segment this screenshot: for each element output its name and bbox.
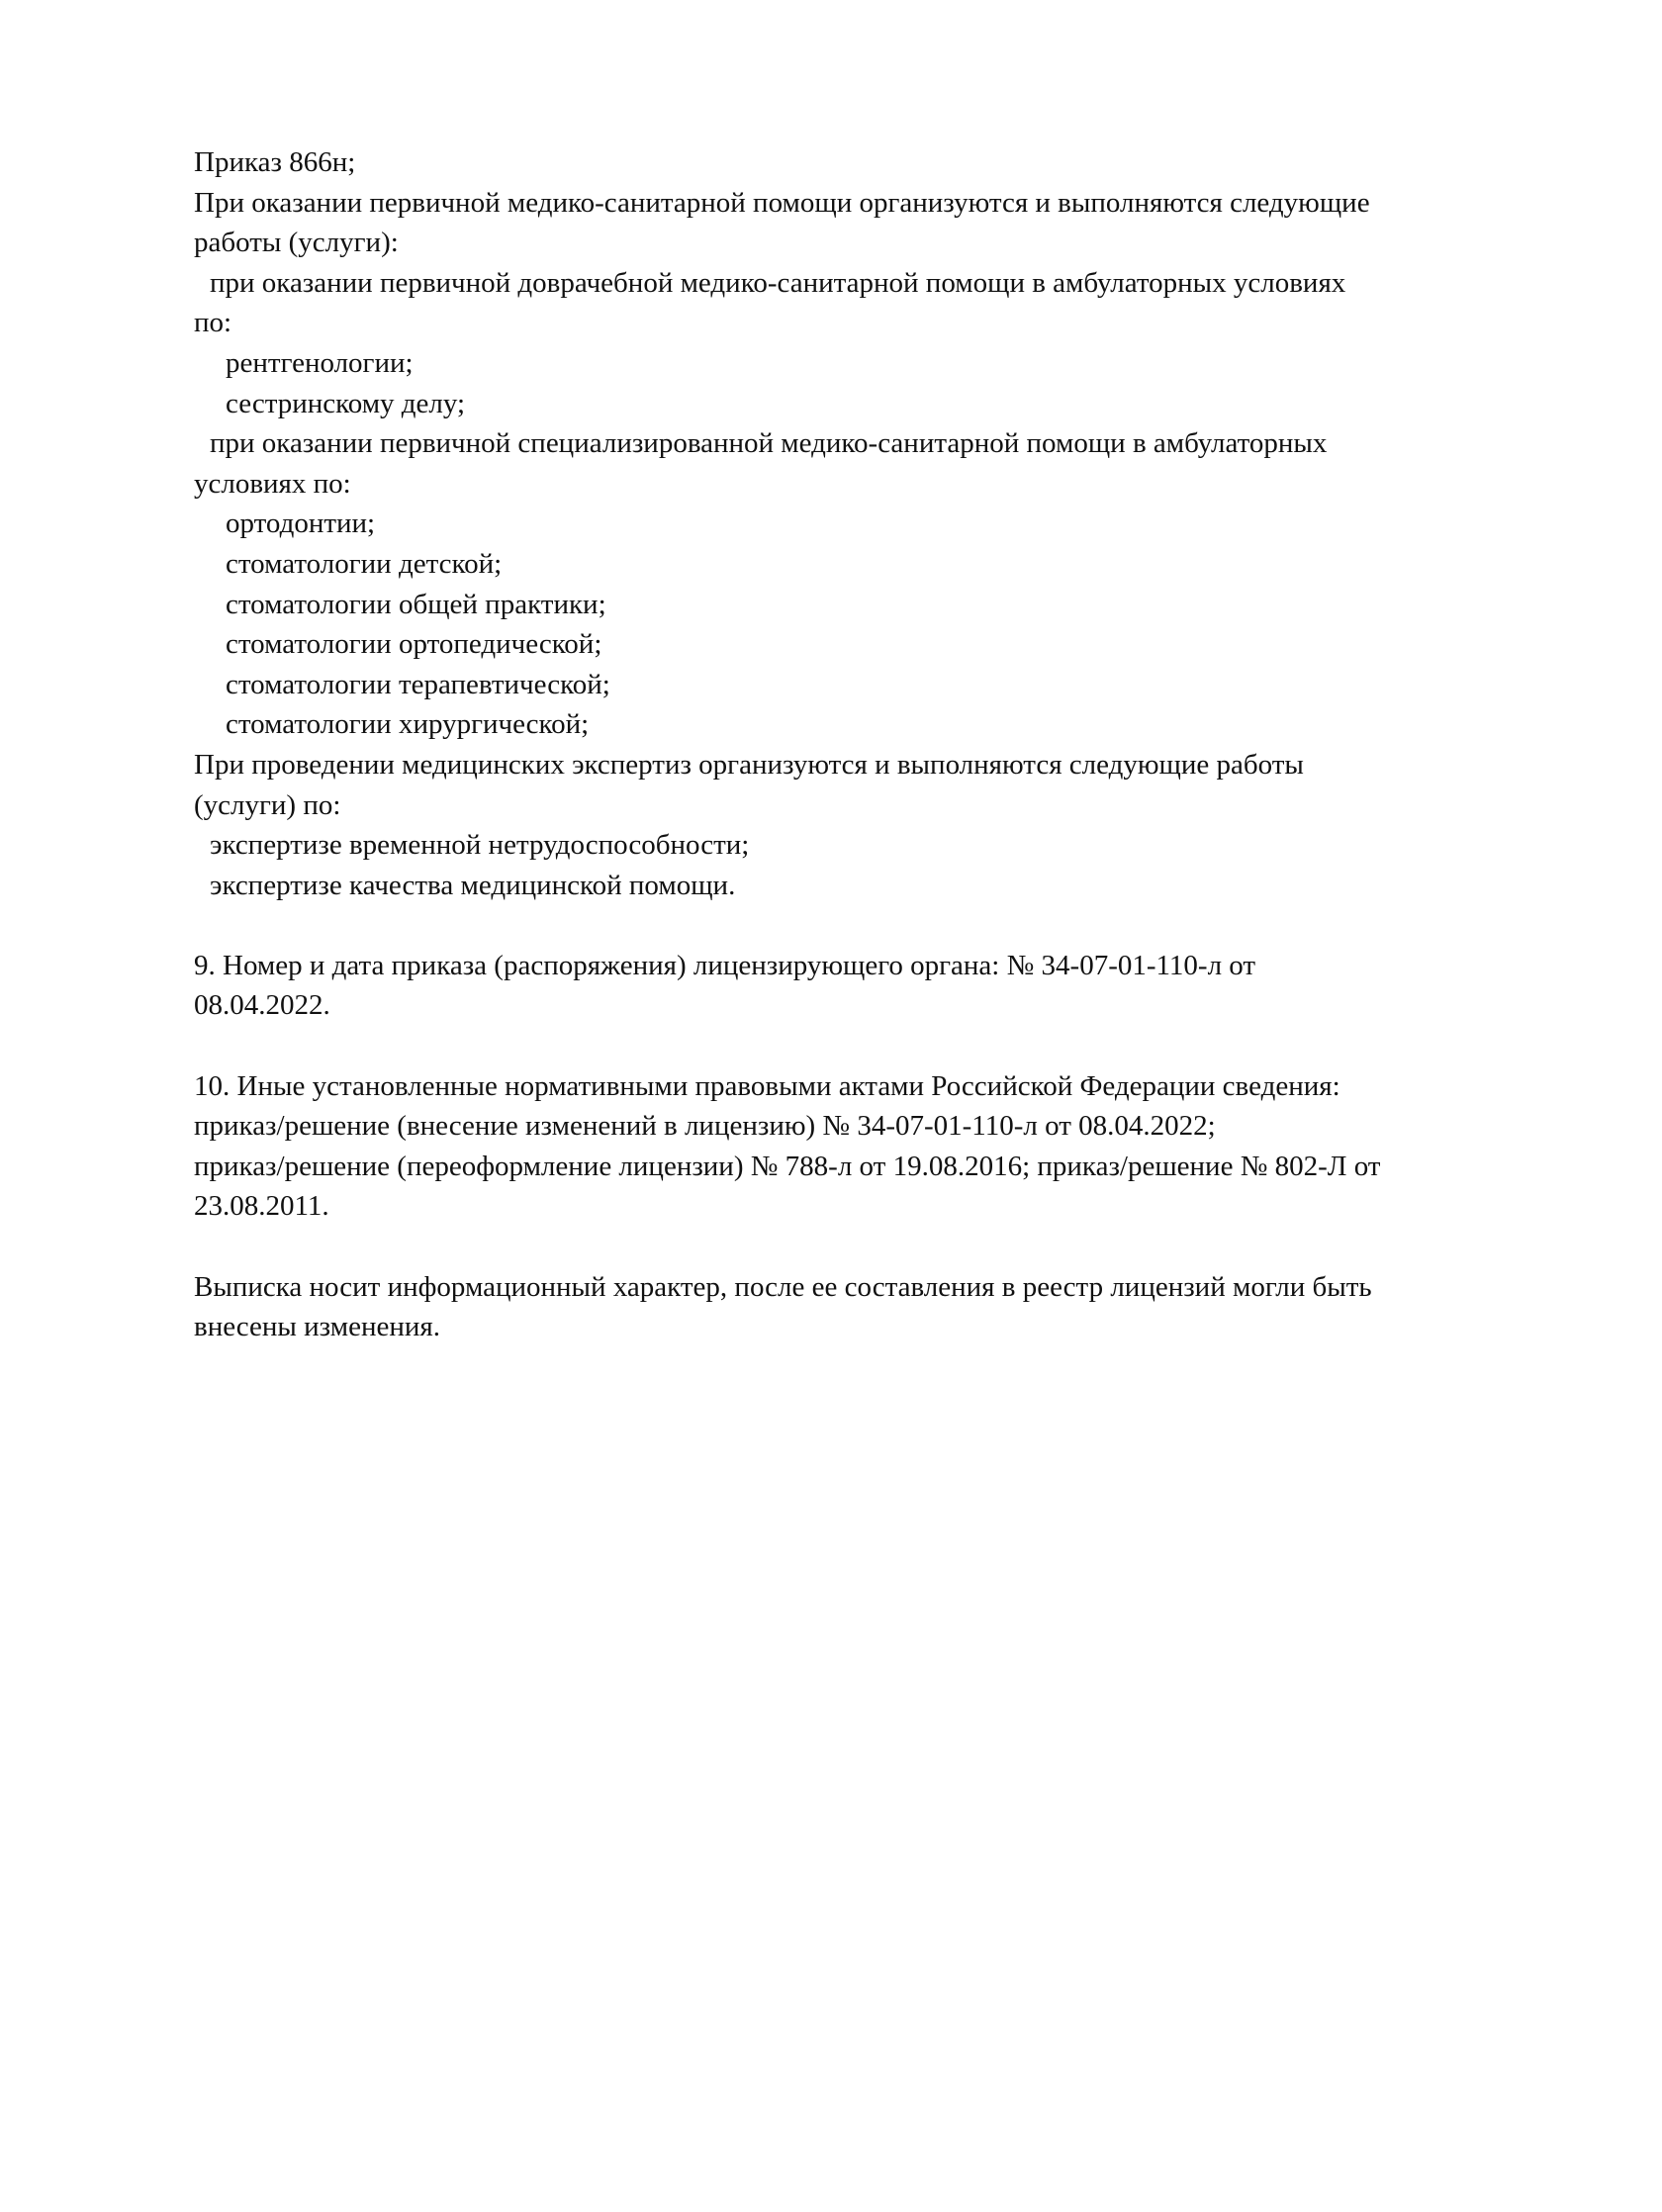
service-item: стоматологии ортопедической; bbox=[226, 628, 602, 661]
expertise-item: экспертизе временной нетрудоспособности; bbox=[210, 829, 750, 862]
disclaimer-line-2: внесены изменения. bbox=[194, 1311, 440, 1343]
specialized-intro-line-2: условиях по: bbox=[194, 467, 351, 500]
paragraph-gap bbox=[194, 1227, 1599, 1267]
section-10-line-4: 23.08.2011. bbox=[194, 1190, 329, 1223]
prehospital-intro-line-1: при оказании первичной доврачебной медико-санитарной помощи в амбулаторных условиях bbox=[210, 266, 1346, 299]
order-reference: Приказ 866н; bbox=[194, 146, 356, 178]
paragraph-gap bbox=[194, 905, 1599, 946]
section-10-line-2: приказ/решение (внесение изменений в лицензию) № 34-07-01-110-л от 08.04.2022; bbox=[194, 1110, 1216, 1143]
service-item: стоматологии терапевтической; bbox=[226, 668, 610, 700]
service-item: стоматологии общей практики; bbox=[226, 588, 606, 620]
specialized-intro-line-1: при оказании первичной специализированной медико-санитарной помощи в амбулаторных bbox=[210, 427, 1328, 460]
service-item: сестринскому делу; bbox=[226, 387, 466, 419]
section-10-line-1: 10. Иные установленные нормативными правовыми актами Российской Федерации сведения: bbox=[194, 1069, 1340, 1102]
expertise-intro-line-1: При проведении медицинских экспертиз организуются и выполняются следующие работы bbox=[194, 748, 1304, 781]
section-9-line-2: 08.04.2022. bbox=[194, 989, 330, 1022]
service-item: стоматологии хирургической; bbox=[226, 708, 590, 741]
service-item: ортодонтии; bbox=[226, 507, 376, 540]
expertise-intro-line-2: (услуги) по: bbox=[194, 788, 341, 821]
section-10-line-3: приказ/решение (переоформление лицензии) № 788-л от 19.08.2016; приказ/решение № 802-Л от bbox=[194, 1150, 1381, 1182]
primary-care-intro-line-1: При оказании первичной медико-санитарной помощи организуются и выполняются следующие bbox=[194, 186, 1370, 219]
document-page bbox=[194, 142, 1599, 1347]
expertise-item: экспертизе качества медицинской помощи. bbox=[210, 869, 736, 901]
section-9-line-1: 9. Номер и дата приказа (распоряжения) лицензирующего органа: № 34-07-01-110-л от bbox=[194, 949, 1256, 981]
disclaimer-line-1: Выписка носит информационный характер, после ее составления в реестр лицензий могли быть bbox=[194, 1270, 1372, 1303]
paragraph-gap bbox=[194, 1026, 1599, 1066]
service-item: стоматологии детской; bbox=[226, 547, 503, 580]
service-item: рентгенологии; bbox=[226, 346, 414, 379]
primary-care-intro-line-2: работы (услуги): bbox=[194, 227, 399, 259]
prehospital-intro-line-2: по: bbox=[194, 307, 232, 339]
